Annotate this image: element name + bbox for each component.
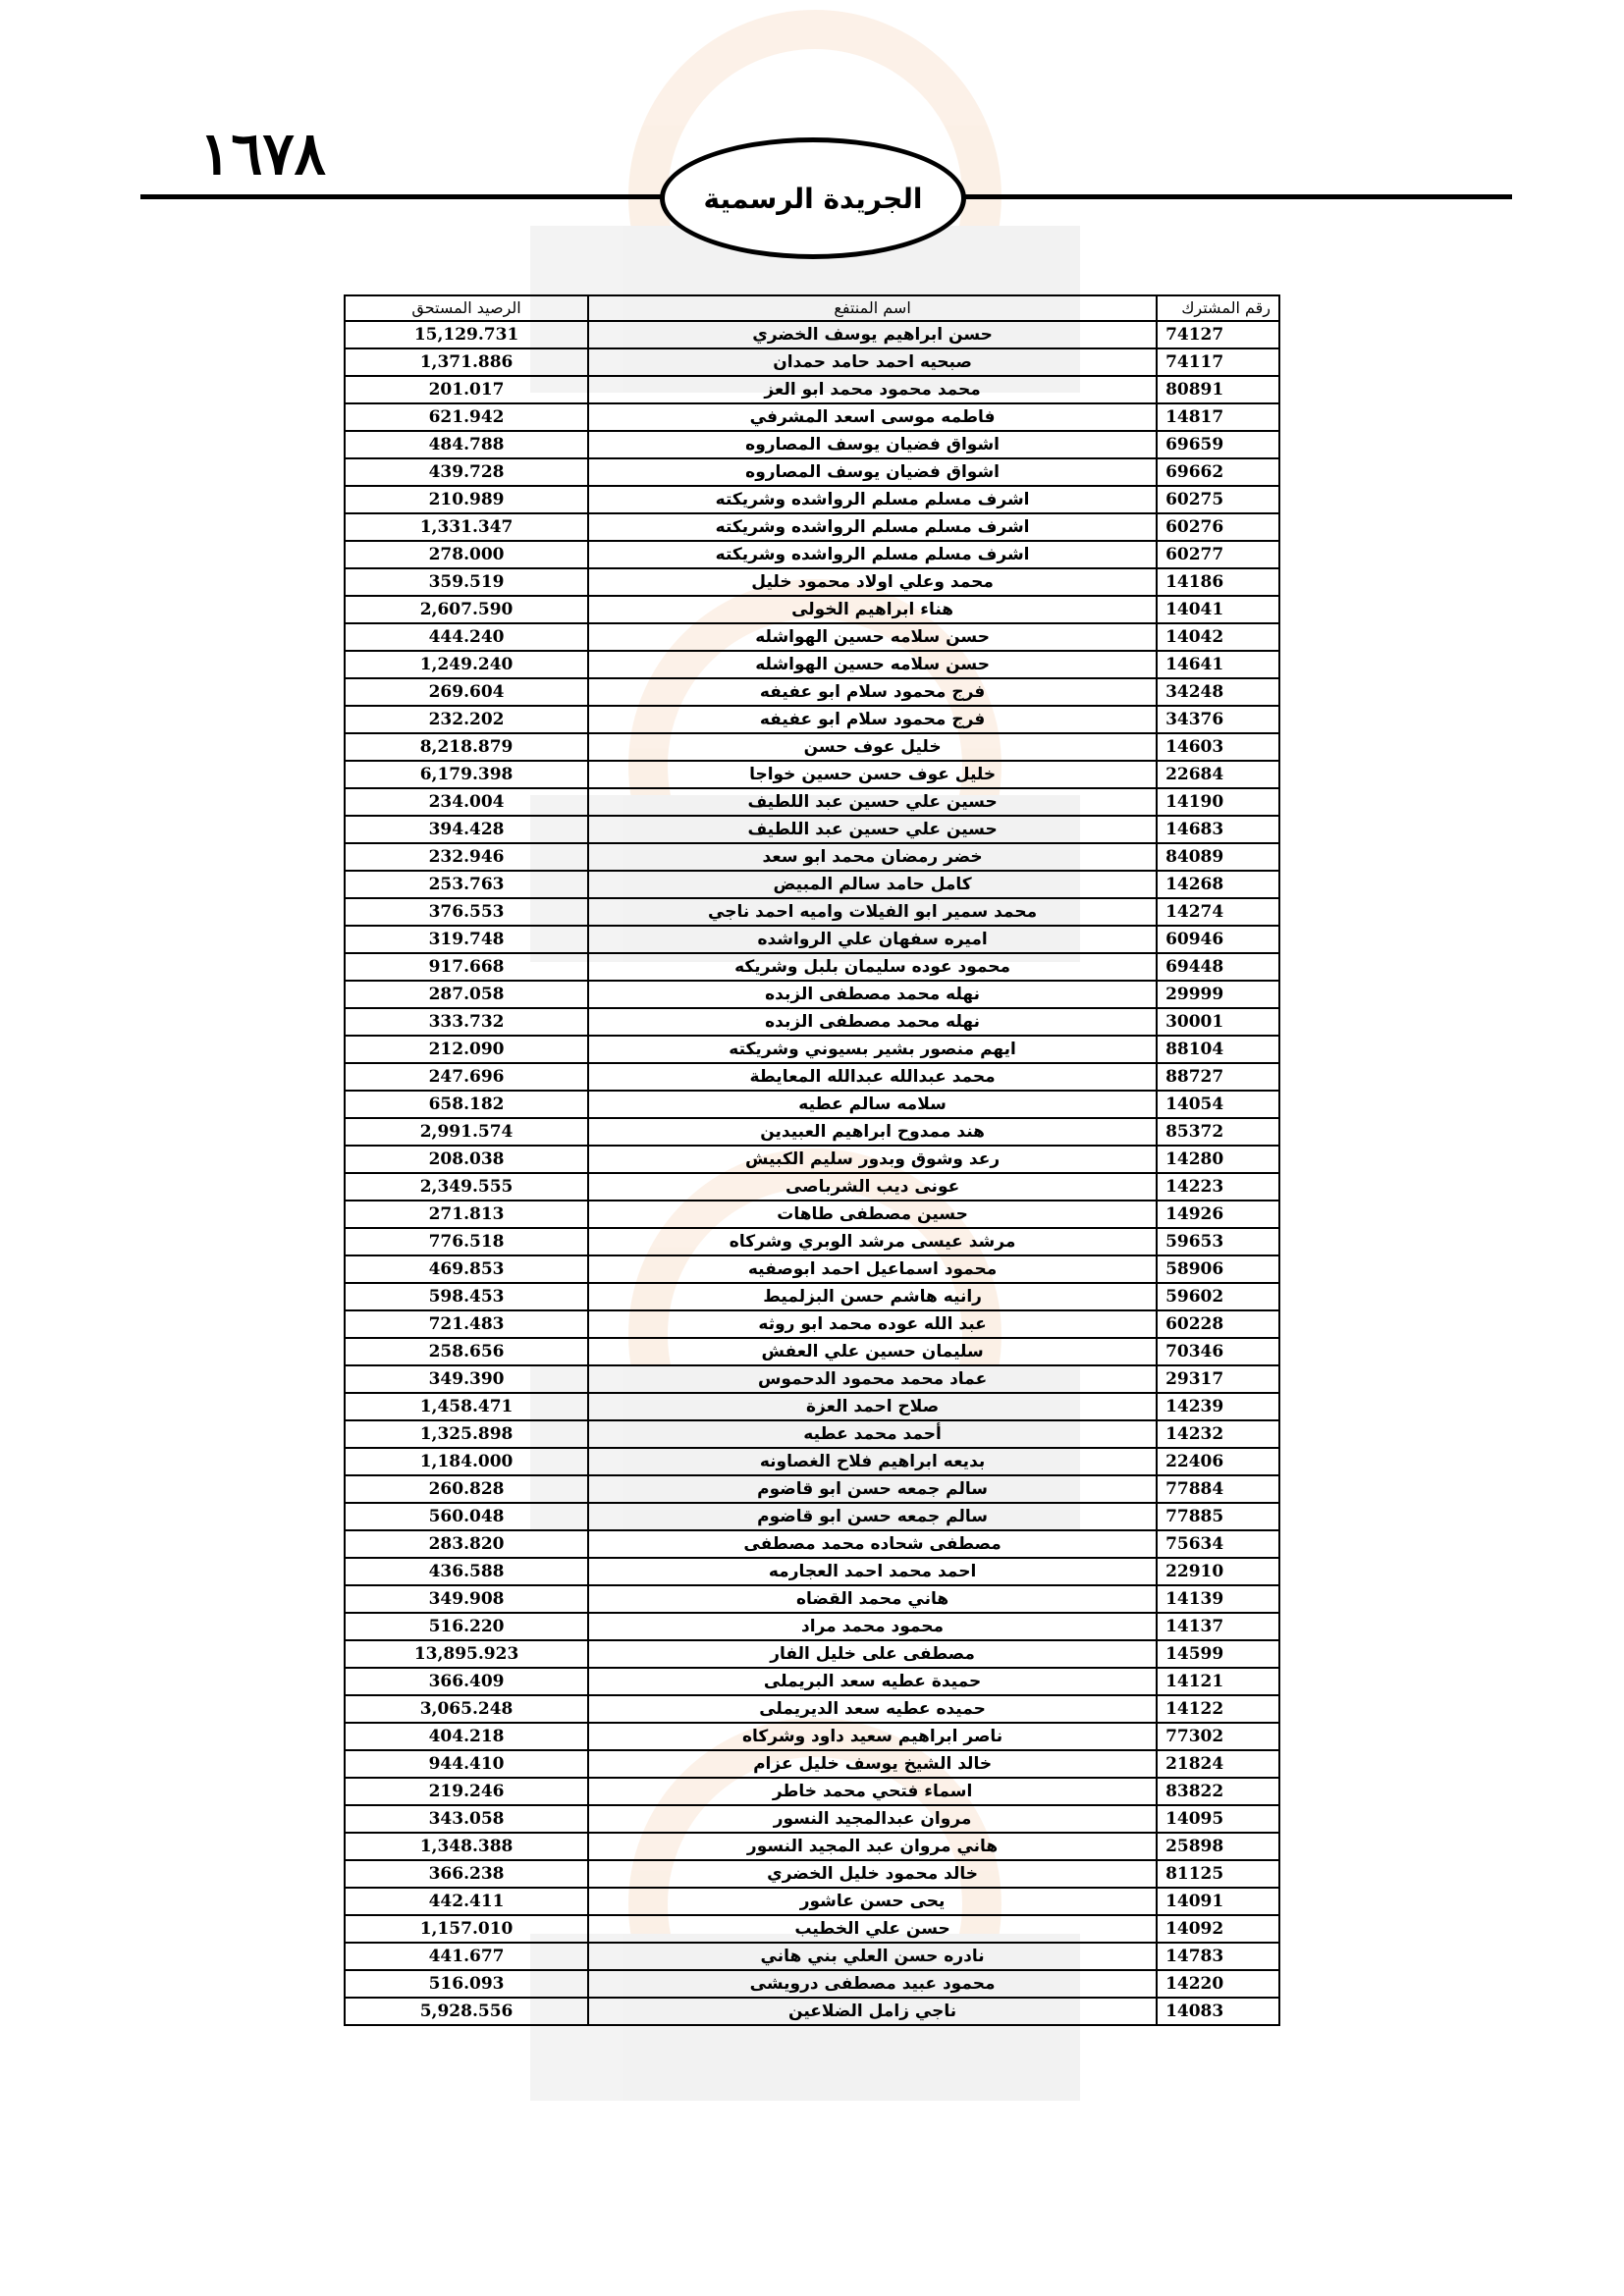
id-cell: 14041: [1157, 596, 1279, 623]
name-cell: ناجي زامل الضلاعين: [588, 1998, 1157, 2025]
table-row: [345, 1723, 1279, 1750]
table-row: [345, 898, 1279, 926]
id-cell: 60228: [1157, 1310, 1279, 1338]
table-row: [345, 1750, 1279, 1778]
balance-cell: 232.202: [345, 706, 588, 733]
table-row: [345, 1338, 1279, 1365]
table-row: [345, 376, 1279, 403]
balance-cell: 271.813: [345, 1201, 588, 1228]
balance-cell: 442.411: [345, 1888, 588, 1915]
page-number: ١٦٧٨: [199, 120, 326, 188]
balance-cell: 1,325.898: [345, 1420, 588, 1448]
name-cell: نادره حسن العلي بني هاني: [588, 1943, 1157, 1970]
balance-cell: 319.748: [345, 926, 588, 953]
table-row: [345, 1036, 1279, 1063]
name-cell: فرج محمود سلام ابو عفيفه: [588, 678, 1157, 706]
name-cell: حسن ابراهيم يوسف الخضري: [588, 321, 1157, 348]
balance-cell: 469.853: [345, 1255, 588, 1283]
column-header-name: اسم المنتفع: [588, 295, 1157, 321]
table-row: [345, 1558, 1279, 1585]
name-cell: سالم جمعه حسن ابو قاضوم: [588, 1475, 1157, 1503]
id-cell: 14092: [1157, 1915, 1279, 1943]
name-cell: محمد سمير ابو الفيلات واميه احمد ناجي: [588, 898, 1157, 926]
table-row: [345, 953, 1279, 981]
id-cell: 77302: [1157, 1723, 1279, 1750]
id-cell: 14268: [1157, 871, 1279, 898]
name-cell: خليل عوف حسن حسين خواجا: [588, 761, 1157, 788]
table-row: [345, 1283, 1279, 1310]
balance-cell: 1,458.471: [345, 1393, 588, 1420]
balance-cell: 484.788: [345, 431, 588, 458]
balance-cell: 13,895.923: [345, 1640, 588, 1668]
id-cell: 14817: [1157, 403, 1279, 431]
id-cell: 84089: [1157, 843, 1279, 871]
id-cell: 14599: [1157, 1640, 1279, 1668]
table-row: [345, 1063, 1279, 1091]
balances-table: [344, 294, 1280, 2026]
name-cell: فاطمه موسى اسعد المشرفي: [588, 403, 1157, 431]
name-cell: سليمان حسين علي العفش: [588, 1338, 1157, 1365]
name-cell: عونى ديب الشرباصى: [588, 1173, 1157, 1201]
id-cell: 14042: [1157, 623, 1279, 651]
balance-cell: 2,349.555: [345, 1173, 588, 1201]
id-cell: 14121: [1157, 1668, 1279, 1695]
balance-cell: 349.908: [345, 1585, 588, 1613]
table-row: [345, 513, 1279, 541]
name-cell: خليل عوف حسن: [588, 733, 1157, 761]
name-cell: اميره سفهان علي الرواشده: [588, 926, 1157, 953]
table-row: [345, 1585, 1279, 1613]
id-cell: 22910: [1157, 1558, 1279, 1585]
table-row: [345, 1393, 1279, 1420]
name-cell: عبد الله عوده محمد ابو روثه: [588, 1310, 1157, 1338]
id-cell: 34248: [1157, 678, 1279, 706]
table-row: [345, 926, 1279, 953]
table-row: [345, 596, 1279, 623]
table-row: [345, 1228, 1279, 1255]
table-row: [345, 321, 1279, 348]
id-cell: 21824: [1157, 1750, 1279, 1778]
table-body: [345, 321, 1279, 2025]
name-cell: حسن سلامه حسين الهواشله: [588, 651, 1157, 678]
table-row: [345, 1448, 1279, 1475]
name-cell: حميده عطيه سعد الديريملى: [588, 1695, 1157, 1723]
balance-cell: 5,928.556: [345, 1998, 588, 2025]
balance-cell: 253.763: [345, 871, 588, 898]
balance-cell: 219.246: [345, 1778, 588, 1805]
id-cell: 58906: [1157, 1255, 1279, 1283]
id-cell: 85372: [1157, 1118, 1279, 1146]
balance-cell: 441.677: [345, 1943, 588, 1970]
id-cell: 83822: [1157, 1778, 1279, 1805]
name-cell: مصطفى على خليل الفار: [588, 1640, 1157, 1668]
name-cell: مصطفى شحاده محمد مصطفى: [588, 1530, 1157, 1558]
name-cell: احمد محمد احمد العجارمه: [588, 1558, 1157, 1585]
id-cell: 14122: [1157, 1695, 1279, 1723]
balance-cell: 269.604: [345, 678, 588, 706]
table-row: [345, 486, 1279, 513]
balance-cell: 366.409: [345, 1668, 588, 1695]
balance-cell: 260.828: [345, 1475, 588, 1503]
table-row: [345, 981, 1279, 1008]
balance-cell: 658.182: [345, 1091, 588, 1118]
name-cell: اشواق فضيان يوسف المصاروه: [588, 458, 1157, 486]
id-cell: 60946: [1157, 926, 1279, 953]
table-row: [345, 1970, 1279, 1998]
name-cell: محمود عبيد مصطفى درويشى: [588, 1970, 1157, 1998]
balance-cell: 444.240: [345, 623, 588, 651]
id-cell: 14190: [1157, 788, 1279, 816]
name-cell: اشواق فضيان يوسف المصاروه: [588, 431, 1157, 458]
table-row: [345, 1888, 1279, 1915]
table-row: [345, 1613, 1279, 1640]
balance-cell: 436.588: [345, 1558, 588, 1585]
id-cell: 60276: [1157, 513, 1279, 541]
name-cell: حسن علي الخطيب: [588, 1915, 1157, 1943]
id-cell: 88104: [1157, 1036, 1279, 1063]
table-row: [345, 1173, 1279, 1201]
id-cell: 88727: [1157, 1063, 1279, 1091]
id-cell: 70346: [1157, 1338, 1279, 1365]
balance-cell: 247.696: [345, 1063, 588, 1091]
table-row: [345, 651, 1279, 678]
balance-cell: 1,371.886: [345, 348, 588, 376]
table-row: [345, 1118, 1279, 1146]
id-cell: 29999: [1157, 981, 1279, 1008]
balance-cell: 278.000: [345, 541, 588, 568]
id-cell: 25898: [1157, 1833, 1279, 1860]
table-row: [345, 1915, 1279, 1943]
balance-cell: 404.218: [345, 1723, 588, 1750]
name-cell: حسين علي حسين عبد اللطيف: [588, 788, 1157, 816]
balance-cell: 359.519: [345, 568, 588, 596]
table-row: [345, 568, 1279, 596]
name-cell: ناصر ابراهيم سعيد داود وشركاه: [588, 1723, 1157, 1750]
name-cell: نهله محمد مصطفى الزبده: [588, 1008, 1157, 1036]
balance-cell: 287.058: [345, 981, 588, 1008]
id-cell: 14683: [1157, 816, 1279, 843]
name-cell: محمد عبدالله عبدالله المعايطة: [588, 1063, 1157, 1091]
name-cell: محمود عوده سليمان بلبل وشريكه: [588, 953, 1157, 981]
id-cell: 14783: [1157, 1943, 1279, 1970]
balance-cell: 2,991.574: [345, 1118, 588, 1146]
id-cell: 75634: [1157, 1530, 1279, 1558]
table-row: [345, 541, 1279, 568]
table-row: [345, 788, 1279, 816]
name-cell: خالد محمود خليل الخضري: [588, 1860, 1157, 1888]
balance-cell: 376.553: [345, 898, 588, 926]
table-row: [345, 706, 1279, 733]
id-cell: 14095: [1157, 1805, 1279, 1833]
name-cell: محمود محمد مراد: [588, 1613, 1157, 1640]
table-row: [345, 1805, 1279, 1833]
id-cell: 14137: [1157, 1613, 1279, 1640]
table-row: [345, 816, 1279, 843]
id-cell: 14186: [1157, 568, 1279, 596]
id-cell: 29317: [1157, 1365, 1279, 1393]
name-cell: يحى حسن عاشور: [588, 1888, 1157, 1915]
balance-cell: 439.728: [345, 458, 588, 486]
balance-cell: 234.004: [345, 788, 588, 816]
balance-cell: 232.946: [345, 843, 588, 871]
name-cell: رانيه هاشم حسن البزلميط: [588, 1283, 1157, 1310]
name-cell: بديعه ابراهيم فلاح الغصاونه: [588, 1448, 1157, 1475]
table-row: [345, 1778, 1279, 1805]
table-row: [345, 761, 1279, 788]
id-cell: 60275: [1157, 486, 1279, 513]
id-cell: 34376: [1157, 706, 1279, 733]
table-row: [345, 1310, 1279, 1338]
balance-cell: 2,607.590: [345, 596, 588, 623]
balance-cell: 598.453: [345, 1283, 588, 1310]
name-cell: سالم جمعه حسن ابو قاضوم: [588, 1503, 1157, 1530]
balance-cell: 349.390: [345, 1365, 588, 1393]
id-cell: 14091: [1157, 1888, 1279, 1915]
balance-cell: 3,065.248: [345, 1695, 588, 1723]
name-cell: حسن سلامه حسين الهواشله: [588, 623, 1157, 651]
name-cell: ايهم منصور بشير بسيوني وشريكته: [588, 1036, 1157, 1063]
gazette-title: الجريدة الرسمية: [703, 182, 923, 215]
id-cell: 14220: [1157, 1970, 1279, 1998]
id-cell: 14274: [1157, 898, 1279, 926]
table-row: [345, 733, 1279, 761]
table-row: [345, 1833, 1279, 1860]
table-row: [345, 843, 1279, 871]
id-cell: 14280: [1157, 1146, 1279, 1173]
name-cell: اشرف مسلم مسلم الرواشده وشريكته: [588, 513, 1157, 541]
table-row: [345, 458, 1279, 486]
id-cell: 14054: [1157, 1091, 1279, 1118]
table-row: [345, 1503, 1279, 1530]
id-cell: 77884: [1157, 1475, 1279, 1503]
balance-cell: 201.017: [345, 376, 588, 403]
balance-cell: 1,184.000: [345, 1448, 588, 1475]
table-row: [345, 871, 1279, 898]
balance-cell: 1,157.010: [345, 1915, 588, 1943]
balance-cell: 210.989: [345, 486, 588, 513]
id-cell: 59653: [1157, 1228, 1279, 1255]
balance-cell: 1,331.347: [345, 513, 588, 541]
table-header-row: [345, 295, 1279, 321]
balance-cell: 1,249.240: [345, 651, 588, 678]
id-cell: 59602: [1157, 1283, 1279, 1310]
id-cell: 80891: [1157, 376, 1279, 403]
id-cell: 22406: [1157, 1448, 1279, 1475]
name-cell: مرشد عيسى مرشد الوبري وشركاه: [588, 1228, 1157, 1255]
id-cell: 14239: [1157, 1393, 1279, 1420]
balance-cell: 15,129.731: [345, 321, 588, 348]
table-row: [345, 1860, 1279, 1888]
name-cell: اشرف مسلم مسلم الرواشده وشريكته: [588, 486, 1157, 513]
balance-cell: 394.428: [345, 816, 588, 843]
table-row: [345, 1146, 1279, 1173]
name-cell: هند ممدوح ابراهيم العبيدين: [588, 1118, 1157, 1146]
balance-cell: 776.518: [345, 1228, 588, 1255]
id-cell: 14603: [1157, 733, 1279, 761]
name-cell: محمد وعلي اولاد محمود خليل: [588, 568, 1157, 596]
name-cell: صلاح احمد العزة: [588, 1393, 1157, 1420]
balance-cell: 1,348.388: [345, 1833, 588, 1860]
balance-cell: 333.732: [345, 1008, 588, 1036]
balance-cell: 212.090: [345, 1036, 588, 1063]
table-row: [345, 1475, 1279, 1503]
balance-cell: 283.820: [345, 1530, 588, 1558]
balance-cell: 516.093: [345, 1970, 588, 1998]
id-cell: 14926: [1157, 1201, 1279, 1228]
name-cell: مروان عبدالمجيد النسور: [588, 1805, 1157, 1833]
name-cell: هناء ابراهيم الخولى: [588, 596, 1157, 623]
balance-cell: 8,218.879: [345, 733, 588, 761]
table-row: [345, 678, 1279, 706]
id-cell: 14139: [1157, 1585, 1279, 1613]
table-row: [345, 431, 1279, 458]
balance-cell: 258.656: [345, 1338, 588, 1365]
balance-cell: 621.942: [345, 403, 588, 431]
balance-cell: 721.483: [345, 1310, 588, 1338]
balance-cell: 944.410: [345, 1750, 588, 1778]
balance-cell: 917.668: [345, 953, 588, 981]
name-cell: اشرف مسلم مسلم الرواشده وشريكته: [588, 541, 1157, 568]
name-cell: أحمد محمد عطيه: [588, 1420, 1157, 1448]
table-row: [345, 1530, 1279, 1558]
name-cell: محمد محمود محمد ابو العز: [588, 376, 1157, 403]
name-cell: عماد محمد محمود الدحموس: [588, 1365, 1157, 1393]
id-cell: 22684: [1157, 761, 1279, 788]
table-row: [345, 623, 1279, 651]
balance-cell: 208.038: [345, 1146, 588, 1173]
table-row: [345, 1943, 1279, 1970]
balance-cell: 516.220: [345, 1613, 588, 1640]
name-cell: حسين علي حسين عبد اللطيف: [588, 816, 1157, 843]
id-cell: 74117: [1157, 348, 1279, 376]
table-row: [345, 1668, 1279, 1695]
name-cell: رعد وشوق وبدور سليم الكبيش: [588, 1146, 1157, 1173]
column-header-id: رقم المشترك: [1157, 295, 1279, 321]
name-cell: خضر رمضان محمد ابو سعد: [588, 843, 1157, 871]
table-row: [345, 1365, 1279, 1393]
id-cell: 69448: [1157, 953, 1279, 981]
id-cell: 14223: [1157, 1173, 1279, 1201]
name-cell: هاني محمد القضاه: [588, 1585, 1157, 1613]
id-cell: 14641: [1157, 651, 1279, 678]
table-row: [345, 403, 1279, 431]
name-cell: حسين مصطفى طاهات: [588, 1201, 1157, 1228]
id-cell: 74127: [1157, 321, 1279, 348]
id-cell: 30001: [1157, 1008, 1279, 1036]
id-cell: 69659: [1157, 431, 1279, 458]
balance-cell: 560.048: [345, 1503, 588, 1530]
table-row: [345, 1201, 1279, 1228]
name-cell: خالد الشيخ يوسف خليل عزام: [588, 1750, 1157, 1778]
name-cell: حميدة عطيه سعد البريملى: [588, 1668, 1157, 1695]
name-cell: صبحيه احمد حامد حمدان: [588, 348, 1157, 376]
id-cell: 60277: [1157, 541, 1279, 568]
table-row: [345, 1255, 1279, 1283]
name-cell: نهله محمد مصطفى الزبده: [588, 981, 1157, 1008]
table-row: [345, 1695, 1279, 1723]
balance-cell: 366.238: [345, 1860, 588, 1888]
column-header-balance: الرصيد المستحق: [345, 295, 588, 321]
id-cell: 69662: [1157, 458, 1279, 486]
table-row: [345, 348, 1279, 376]
id-cell: 77885: [1157, 1503, 1279, 1530]
table-row: [345, 1420, 1279, 1448]
name-cell: كامل حامد سالم المبيض: [588, 871, 1157, 898]
name-cell: هاني مروان عبد المجيد النسور: [588, 1833, 1157, 1860]
name-cell: اسماء فتحي محمد خاطر: [588, 1778, 1157, 1805]
id-cell: 81125: [1157, 1860, 1279, 1888]
gazette-title-badge: [660, 137, 966, 259]
id-cell: 14232: [1157, 1420, 1279, 1448]
table-row: [345, 1091, 1279, 1118]
table-row: [345, 1640, 1279, 1668]
id-cell: 14083: [1157, 1998, 1279, 2025]
name-cell: محمود اسماعيل احمد ابوصفيه: [588, 1255, 1157, 1283]
name-cell: سلامه سالم عطيه: [588, 1091, 1157, 1118]
table-row: [345, 1998, 1279, 2025]
balance-cell: 343.058: [345, 1805, 588, 1833]
balance-cell: 6,179.398: [345, 761, 588, 788]
name-cell: فرج محمود سلام ابو عفيفه: [588, 706, 1157, 733]
table-row: [345, 1008, 1279, 1036]
